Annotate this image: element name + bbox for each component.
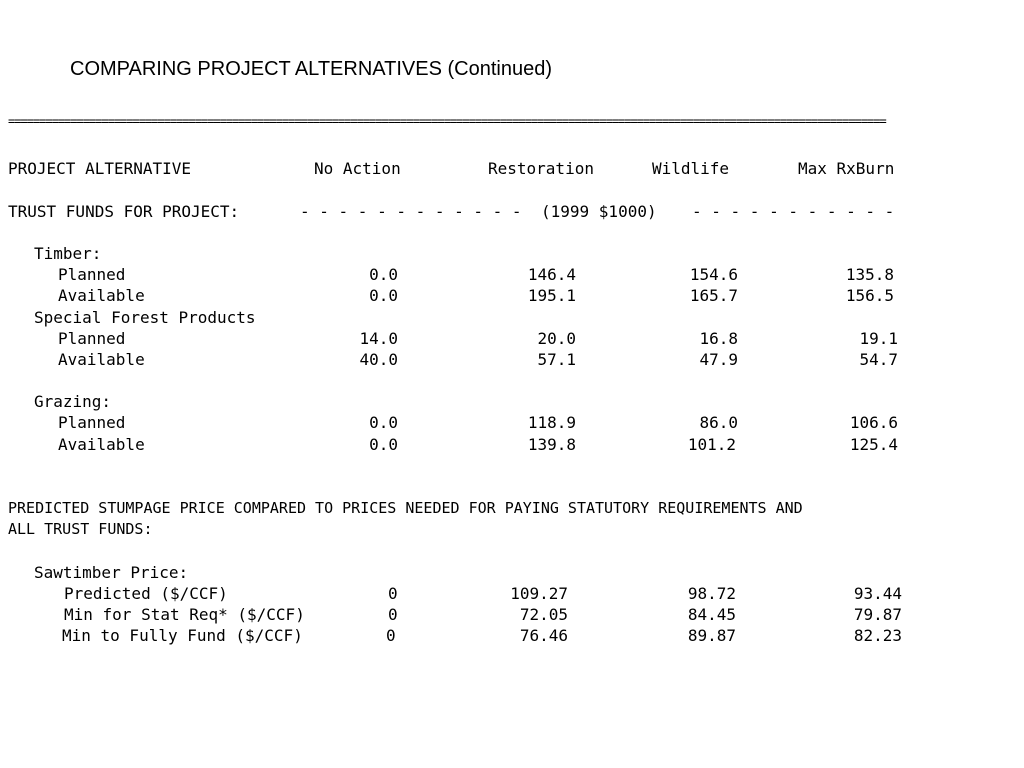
header-max-rxburn: Max RxBurn [798, 159, 895, 178]
grazing-planned-restoration: 118.9 [527, 413, 576, 432]
grazing-planned-label: Planned [58, 413, 126, 432]
timber-available-wildlife: 165.7 [689, 286, 738, 305]
timber-planned-restoration: 146.4 [527, 265, 576, 284]
sfp-planned-label: Planned [58, 329, 126, 348]
grazing-available-restoration: 139.8 [527, 435, 576, 454]
header-restoration: Restoration [488, 159, 594, 178]
timber-available-label: Available [58, 286, 145, 305]
min-fund-wildlife: 89.87 [687, 626, 736, 645]
predicted-no-action: 0 [388, 584, 398, 603]
grazing-available-label: Available [58, 435, 145, 454]
grazing-planned-max-rxburn: 106.6 [849, 413, 898, 432]
separator-line: ============================================================================================================================================= [8, 114, 886, 128]
timber-available-max-rxburn: 156.5 [845, 286, 894, 305]
stumpage-heading-line1: PREDICTED STUMPAGE PRICE COMPARED TO PRICES NEEDED FOR PAYING STATUTORY REQUIREMENTS AND [8, 499, 803, 517]
timber-planned-wildlife: 154.6 [689, 265, 738, 284]
predicted-restoration: 109.27 [510, 584, 568, 603]
header-label: PROJECT ALTERNATIVE [8, 159, 192, 178]
sfp-planned-wildlife: 16.8 [699, 329, 738, 348]
sfp-planned-restoration: 20.0 [537, 329, 576, 348]
min-fund-max-rxburn: 82.23 [853, 626, 902, 645]
timber-available-no-action: 0.0 [369, 286, 398, 305]
min-stat-label: Min for Stat Req* ($/CCF) [64, 605, 305, 624]
sfp-available-max-rxburn: 54.7 [859, 350, 898, 369]
sfp-available-label: Available [58, 350, 145, 369]
min-stat-restoration: 72.05 [519, 605, 568, 624]
predicted-wildlife: 98.72 [687, 584, 736, 603]
min-stat-wildlife: 84.45 [687, 605, 736, 624]
sfp-available-no-action: 40.0 [359, 350, 398, 369]
min-fund-no-action: 0 [386, 626, 396, 645]
sfp-available-restoration: 57.1 [537, 350, 576, 369]
timber-planned-label: Planned [58, 265, 126, 284]
sfp-planned-no-action: 14.0 [359, 329, 398, 348]
grazing-available-no-action: 0.0 [369, 435, 398, 454]
timber-available-restoration: 195.1 [527, 286, 576, 305]
timber-planned-max-rxburn: 135.8 [845, 265, 894, 284]
timber-planned-no-action: 0.0 [369, 265, 398, 284]
grazing-planned-no-action: 0.0 [369, 413, 398, 432]
trust-funds-label: TRUST FUNDS FOR PROJECT: [8, 202, 240, 221]
grazing-available-max-rxburn: 125.4 [849, 435, 898, 454]
min-fund-restoration: 76.46 [519, 626, 568, 645]
timber-label: Timber: [34, 244, 102, 263]
header-no-action: No Action [314, 159, 401, 178]
min-stat-no-action: 0 [388, 605, 398, 624]
predicted-label: Predicted ($/CCF) [64, 584, 228, 603]
trust-funds-units: (1999 $1000) [541, 202, 657, 221]
min-fund-label: Min to Fully Fund ($/CCF) [62, 626, 303, 645]
grazing-planned-wildlife: 86.0 [699, 413, 738, 432]
sfp-planned-max-rxburn: 19.1 [859, 329, 898, 348]
header-wildlife: Wildlife [652, 159, 730, 178]
sawtimber-label: Sawtimber Price: [34, 563, 189, 582]
grazing-label: Grazing: [34, 392, 112, 411]
sfp-available-wildlife: 47.9 [699, 350, 738, 369]
trust-funds-dashes-left: - - - - - - - - - - - - [300, 202, 522, 221]
sfp-label: Special Forest Products [34, 308, 256, 327]
trust-funds-dashes-right: - - - - - - - - - - - [692, 202, 895, 221]
predicted-max-rxburn: 93.44 [853, 584, 902, 603]
page-title: COMPARING PROJECT ALTERNATIVES (Continued) [70, 58, 552, 80]
grazing-available-wildlife: 101.2 [687, 435, 736, 454]
stumpage-heading-line2: ALL TRUST FUNDS: [8, 520, 153, 538]
min-stat-max-rxburn: 79.87 [853, 605, 902, 624]
